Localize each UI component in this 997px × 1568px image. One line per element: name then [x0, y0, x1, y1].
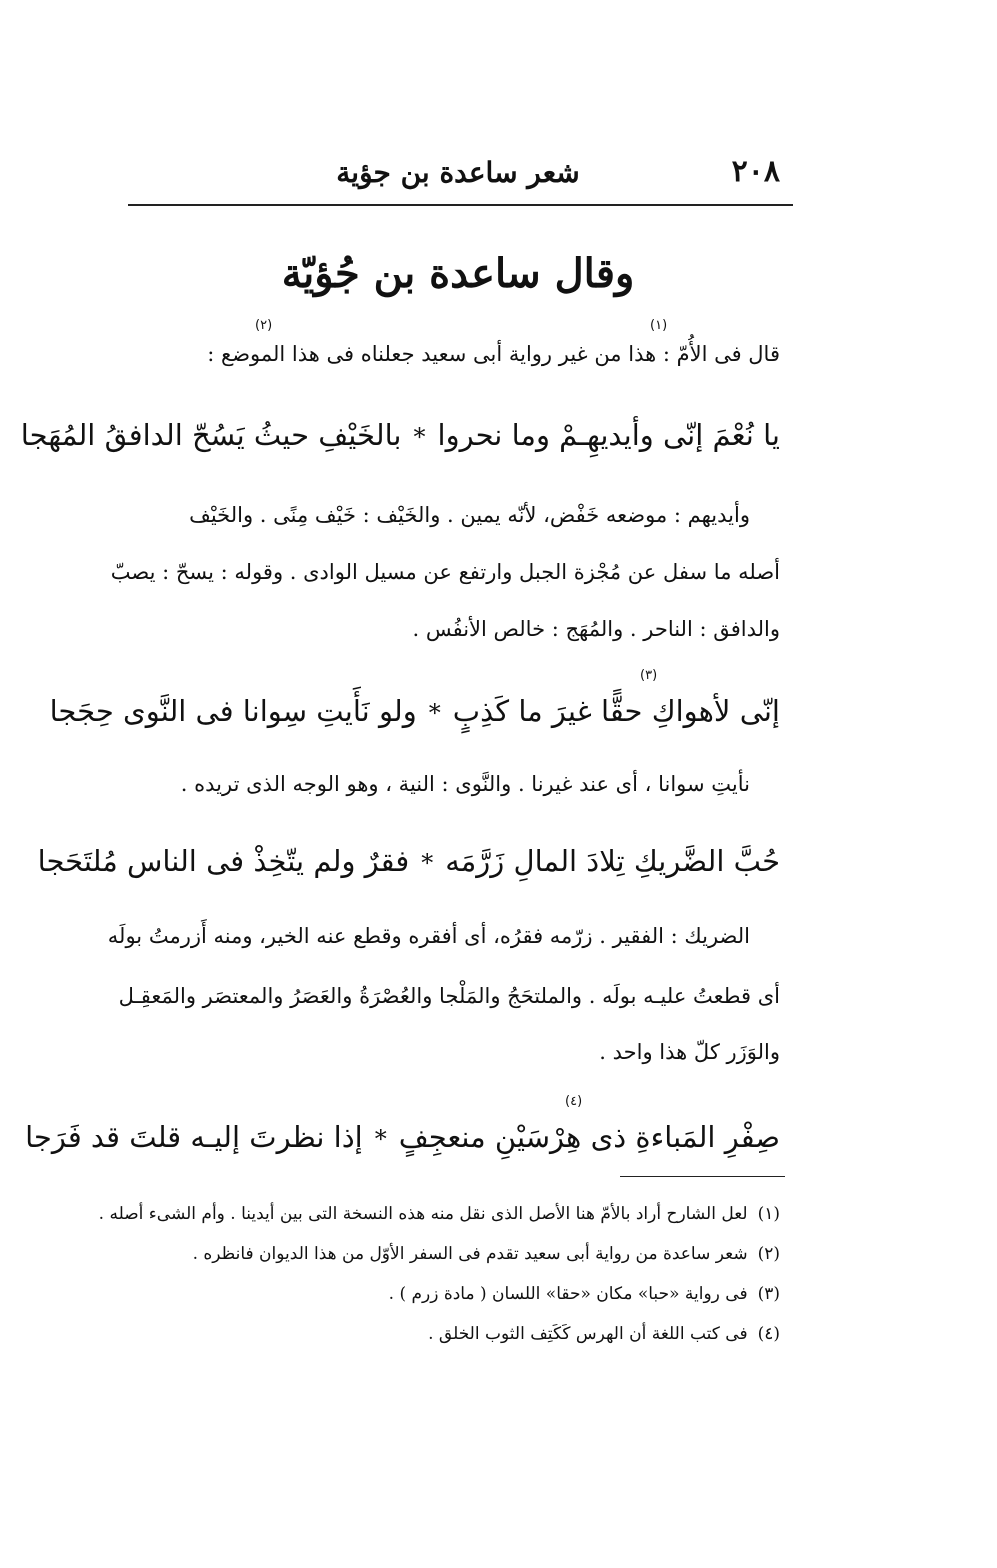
commentary-3-line-3: والوَزَر كلّ هذا واحد . — [599, 1040, 780, 1064]
footnote-number: (٣) — [757, 1284, 780, 1304]
verse-separator: * — [421, 849, 434, 877]
verse-3 — [37, 844, 780, 878]
verse-4 — [25, 1120, 780, 1154]
footnote-3 — [150, 1284, 780, 1304]
header-divider — [128, 204, 793, 206]
verse-4-first-hemistich: صِفْرِ المَباءةِ ذى هِرْسَيْنِ منعجِفٍ — [398, 1120, 780, 1154]
footnote-number: (٤) — [757, 1324, 780, 1344]
verse-separator: * — [428, 699, 441, 727]
poem-title: وقال ساعدة بن جُؤيّة — [281, 250, 635, 297]
footnote-4 — [150, 1324, 780, 1344]
page-header — [128, 148, 788, 198]
verse-2 — [49, 694, 780, 728]
footnote-text: شعر ساعدة من رواية أبى سعيد تقدم فى السفر الأوّل من هذا الديوان فانظره . — [192, 1244, 748, 1264]
commentary-2-line-1: نأيتِ سوانا ، أى عند غيرنا . والنَّوى : النية ، وهو الوجه الذى تريده . — [180, 772, 750, 796]
commentary-1-line-2: أصله ما سفل عن مُجْزة الجبل وارتفع عن مسيل الوادى . وقوله : يسحّ : يصبّ — [110, 560, 780, 584]
verse-1 — [20, 418, 780, 452]
running-title: شعر ساعدة بن جؤية — [336, 156, 580, 189]
footnote-text: لعل الشارح أراد بالأمّ هنا الأصل الذى نقل منه هذه النسخة التى بين أيدينا . وأم الشىء أصله . — [98, 1204, 748, 1224]
footnote-marker-4: (٤) — [565, 1094, 583, 1109]
footnote-text: فى رواية «حبا» مكان «حقا» اللسان ( مادة زرم ) . — [388, 1284, 748, 1304]
footnote-marker-1: (١) — [650, 318, 668, 333]
footnote-divider — [620, 1176, 785, 1177]
verse-2-second-hemistich: ولو نَأَيتِ سِوانا فى النَّوى حِجَجا — [49, 694, 417, 728]
footnote-marker-3: (٣) — [640, 668, 658, 683]
footnote-number: (٢) — [757, 1244, 780, 1264]
commentary-3-line-1: الضريك : الفقير . زرّمه فقرُه، أى أفقره وقطع عنه الخير، ومنه أَزرمتُ بولَه — [107, 924, 750, 948]
commentary-3-line-2: أى قطعتُ عليـه بولَه . والملتحَجُ والمَلْجا والعُصْرَةُ والعَصَرُ والمعتصَر والمَعقِـل — [118, 984, 780, 1008]
footnote-number: (١) — [757, 1204, 780, 1224]
verse-1-first-hemistich: يا نُعْمَ إنّى وأيديهِـمْ وما نحروا — [437, 418, 780, 452]
footnote-2 — [150, 1244, 780, 1264]
verse-4-second-hemistich: إذا نظرتَ إليـه قلتَ قد فَرَجا — [25, 1120, 363, 1154]
verse-1-second-hemistich: بالخَيْفِ حيثُ يَسُحّ الدافقُ المُهَجا — [20, 418, 402, 452]
verse-separator: * — [413, 423, 426, 451]
intro-line: قال فى الأُمّ : هذا من غير رواية أبى سعيد جعلناه فى هذا الموضع : — [207, 342, 780, 366]
commentary-1-line-3: والدافق : الناحر . والمُهَج : خالص الأنفُس . — [412, 617, 780, 641]
footnote-1 — [98, 1204, 780, 1224]
verse-2-first-hemistich: إنّى لأهواكِ حقًّا غيرَ ما كَذِبٍ — [452, 694, 780, 728]
verse-3-first-hemistich: حُبَّ الضَّريكِ تِلادَ المالِ زَرَّمَه — [445, 844, 780, 878]
footnote-text: فى كتب اللغة أن الهرس كَكَتِف الثوب الخلق . — [428, 1324, 748, 1344]
verse-3-second-hemistich: فقرٌ ولم يتّخِذْ فى الناس مُلتَحَجا — [37, 844, 410, 878]
footnote-marker-2: (٢) — [255, 318, 273, 333]
page-number: ٢٠٨ — [731, 154, 780, 189]
verse-separator: * — [374, 1125, 387, 1153]
commentary-1-line-1: وأيديهم : موضعه خَفْض، لأنّه يمين . والخَيْف : خَيْف مِنًى . والخَيْف — [189, 503, 750, 527]
